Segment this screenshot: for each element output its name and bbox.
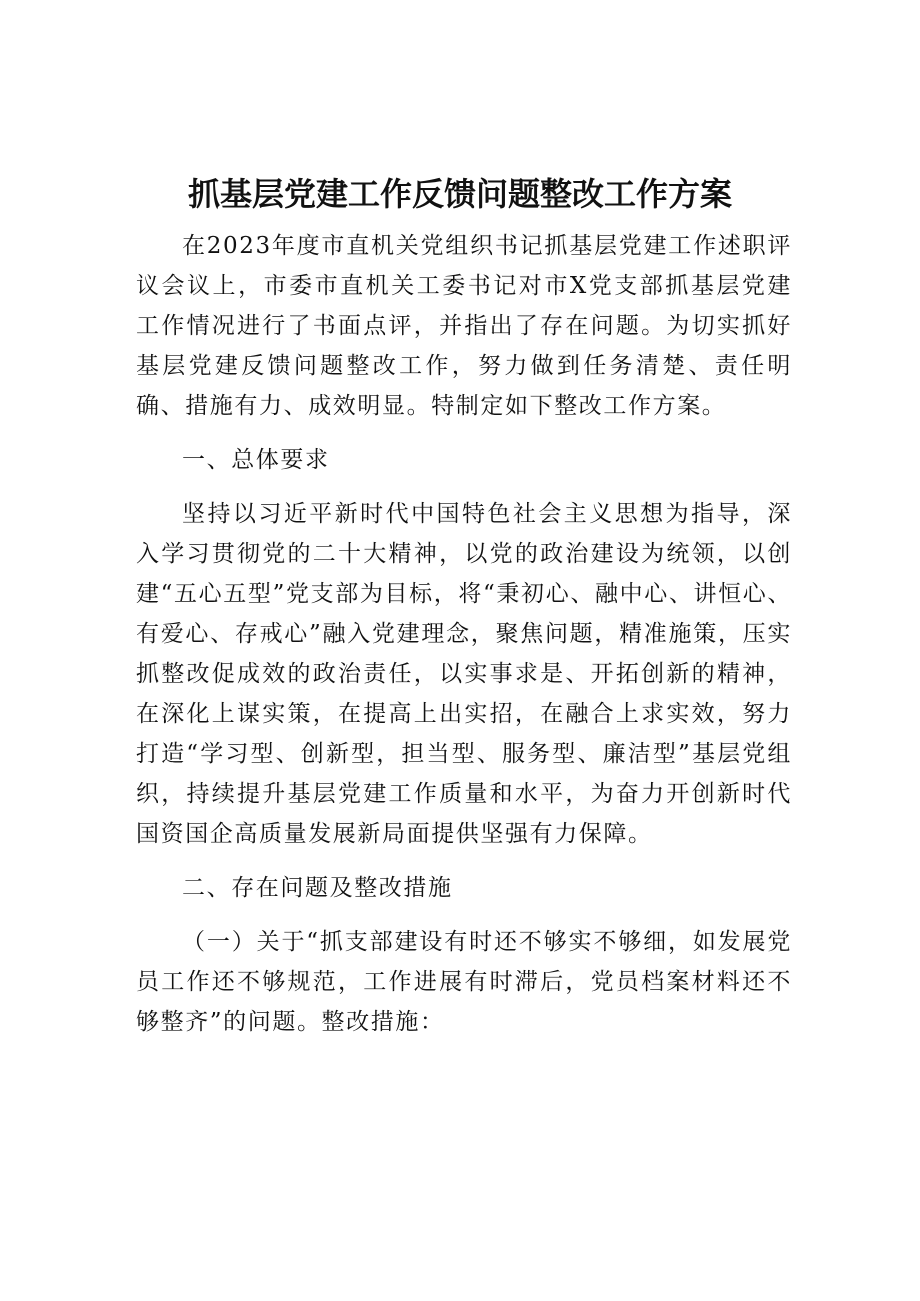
document-title: 抓基层党建工作反馈问题整改工作方案 xyxy=(187,175,732,213)
problem-item-1: （一）关于“抓支部建设有时还不够实不够细，如发展党员工作还不够规范，工作进展有时滞后，党员档案材料还不够整齐”的问题。整改措施： xyxy=(136,929,792,1035)
section-heading-general-requirements: 一、总体要求 xyxy=(182,447,330,473)
section-heading-problems-and-measures: 二、存在问题及整改措施 xyxy=(182,875,453,901)
general-requirements-paragraph: 坚持以习近平新时代中国特色社会主义思想为指导，深入学习贯彻党的二十大精神，以党的政治建设为统领，以创建“五心五型”党支部为目标，将“秉初心、融中心、讲恒心、有爱心、存戒心”融入党建理念，聚焦问题，精准施策，压实抓整改促成效的政治责任，以实事求是、开拓创新的精神，在深化上谋实策，在提高上出实招，在融合上求实效，努力打造“学习型、创新型，担当型、服务型、廉洁型”基层党组织，持续提升基层党建工作质量和水平，为奋力开创新时代国资国企高质量发展新局面提供坚强有力保障。 xyxy=(136,501,792,847)
intro-paragraph: 在2023年度市直机关党组织书记抓基层党建工作述职评议会议上，市委市直机关工委书记对市X党支部抓基层党建工作情况进行了书面点评，并指出了存在问题。为切实抓好基层党建反馈问题整改工作，努力做到任务清楚、责任明确、措施有力、成效明显。特制定如下整改工作方案。 xyxy=(136,233,792,419)
document-body xyxy=(136,226,792,1042)
